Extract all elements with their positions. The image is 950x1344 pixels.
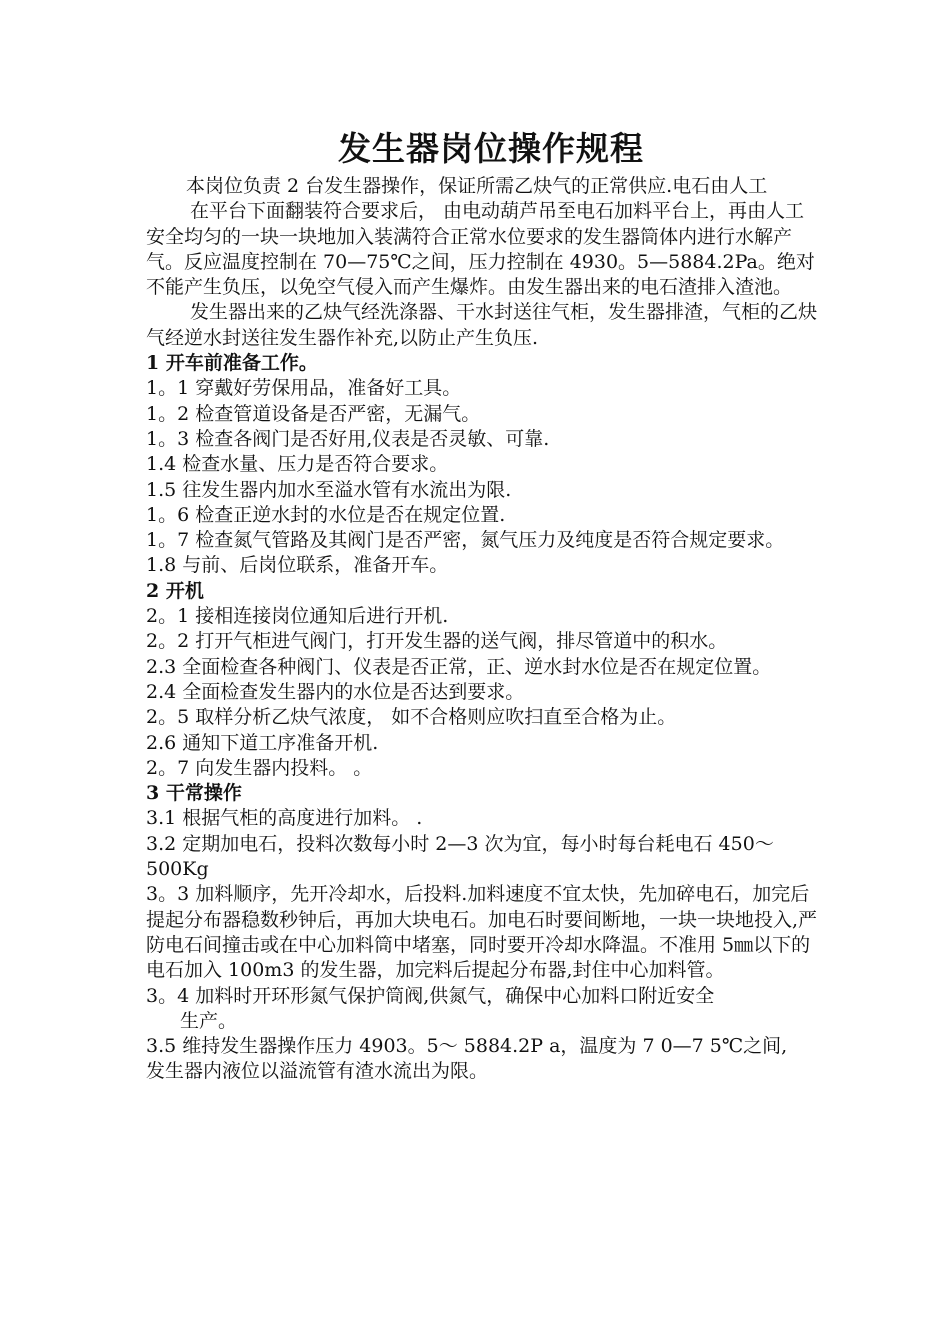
section-3-item-3-4-continued: 生产。	[180, 1009, 238, 1032]
section-1-item: 1。3 检查各阀门是否好用,仪表是否灵敏、可靠.	[146, 427, 550, 450]
section-2-item: 2.3 全面检查各种阀门、仪表是否正常，正、逆水封水位是否在规定位置。	[146, 655, 772, 678]
section-3-item: 3.1 根据气柜的高度进行加料。 .	[146, 807, 423, 830]
intro-paragraph-3: 发生器出来的乙炔气经洗涤器、干水封送往气柜，发生器排渣，气柜的乙炔气经逆水封送往发生器作补充,以防止产生负压.	[146, 301, 818, 349]
section-1-heading: 1 开车前准备工作。	[146, 352, 318, 375]
section-2-heading: 2 开机	[146, 579, 204, 602]
page-title: 发生器岗位操作规程	[338, 129, 644, 168]
section-3-item-3-5: 3.5 维持发生器操作压力 4903。5～ 5884.2P a，温度为 7 0—7 5℃之间,	[146, 1035, 788, 1058]
section-2-item: 2。7 向发生器内投料。 。	[146, 756, 373, 779]
section-2-item: 2。5 取样分析乙炔气浓度， 如不合格则应吹扫直至合格为止。	[146, 706, 677, 729]
section-3-heading: 3 干常操作	[146, 782, 242, 805]
section-1-item: 1.8 与前、后岗位联系，准备开车。	[146, 554, 449, 577]
section-2-item: 2。2 打开气柜进气阀门，打开发生器的送气阀，排尽管道中的积水。	[146, 630, 728, 653]
section-3-item-3-5-continued: 发生器内液位以溢流管有渣水流出为限。	[146, 1060, 489, 1083]
section-3-item: 3.2 定期加电石，投料次数每小时 2—3 次为宜，每小时每台耗电石 450～500Kg	[146, 832, 774, 881]
section-1-item: 1。7 检查氮气管路及其阀门是否严密，氮气压力及纯度是否符合规定要求。	[146, 529, 785, 552]
section-2-item: 2.6 通知下道工序准备开机.	[146, 731, 379, 754]
section-1-item: 1.4 检查水量、压力是否符合要求。	[146, 453, 449, 476]
section-1-item: 1.5 往发生器内加水至溢水管有水流出为限.	[146, 478, 512, 501]
section-1-item: 1。2 检查管道设备是否严密，无漏气。	[146, 402, 481, 425]
section-2-item: 2.4 全面检查发生器内的水位是否达到要求。	[146, 680, 525, 703]
section-3-item-3-4: 3。4 加料时开环形氮气保护筒阀,供氮气，确保中心加料口附近安全	[146, 984, 715, 1007]
section-2-item: 2。1 接相连接岗位通知后进行开机.	[146, 605, 449, 628]
intro-paragraph-2: 在平台下面翻装符合要求后， 由电动葫芦吊至电石加料平台上，再由人工安全均匀的一块一块地加入装满符合正常水位要求的发生器筒体内进行水解产气。反应温度控制在 70—75℃之间，压力控制在 4930。5—5884.2Pa。绝对不能产生负压，以免空气侵入而产生爆炸。由发生器出来的电石渣排入渣池。	[146, 200, 815, 299]
section-1-item: 1。6 检查正逆水封的水位是否在规定位置.	[146, 503, 506, 526]
section-1-item: 1。1 穿戴好劳保用品，准备好工具。	[146, 377, 462, 400]
intro-paragraph-1: 本岗位负责 2 台发生器操作，保证所需乙炔气的正常供应.电石由人工	[186, 175, 768, 197]
section-3-item: 3。3 加料顺序，先开冷却水，后投料.加料速度不宜太快，先加碎电石，加完后提起分布器稳数秒钟后，再加大块电石。加电石时要间断地，一块一块地投入,严防电石间撞击或在中心加料筒中堵塞，同时要开冷却水降温。不准用 5㎜以下的电石加入 100m3 的发生器，加完料后提起分布器,封住中心加料管。	[146, 883, 818, 982]
